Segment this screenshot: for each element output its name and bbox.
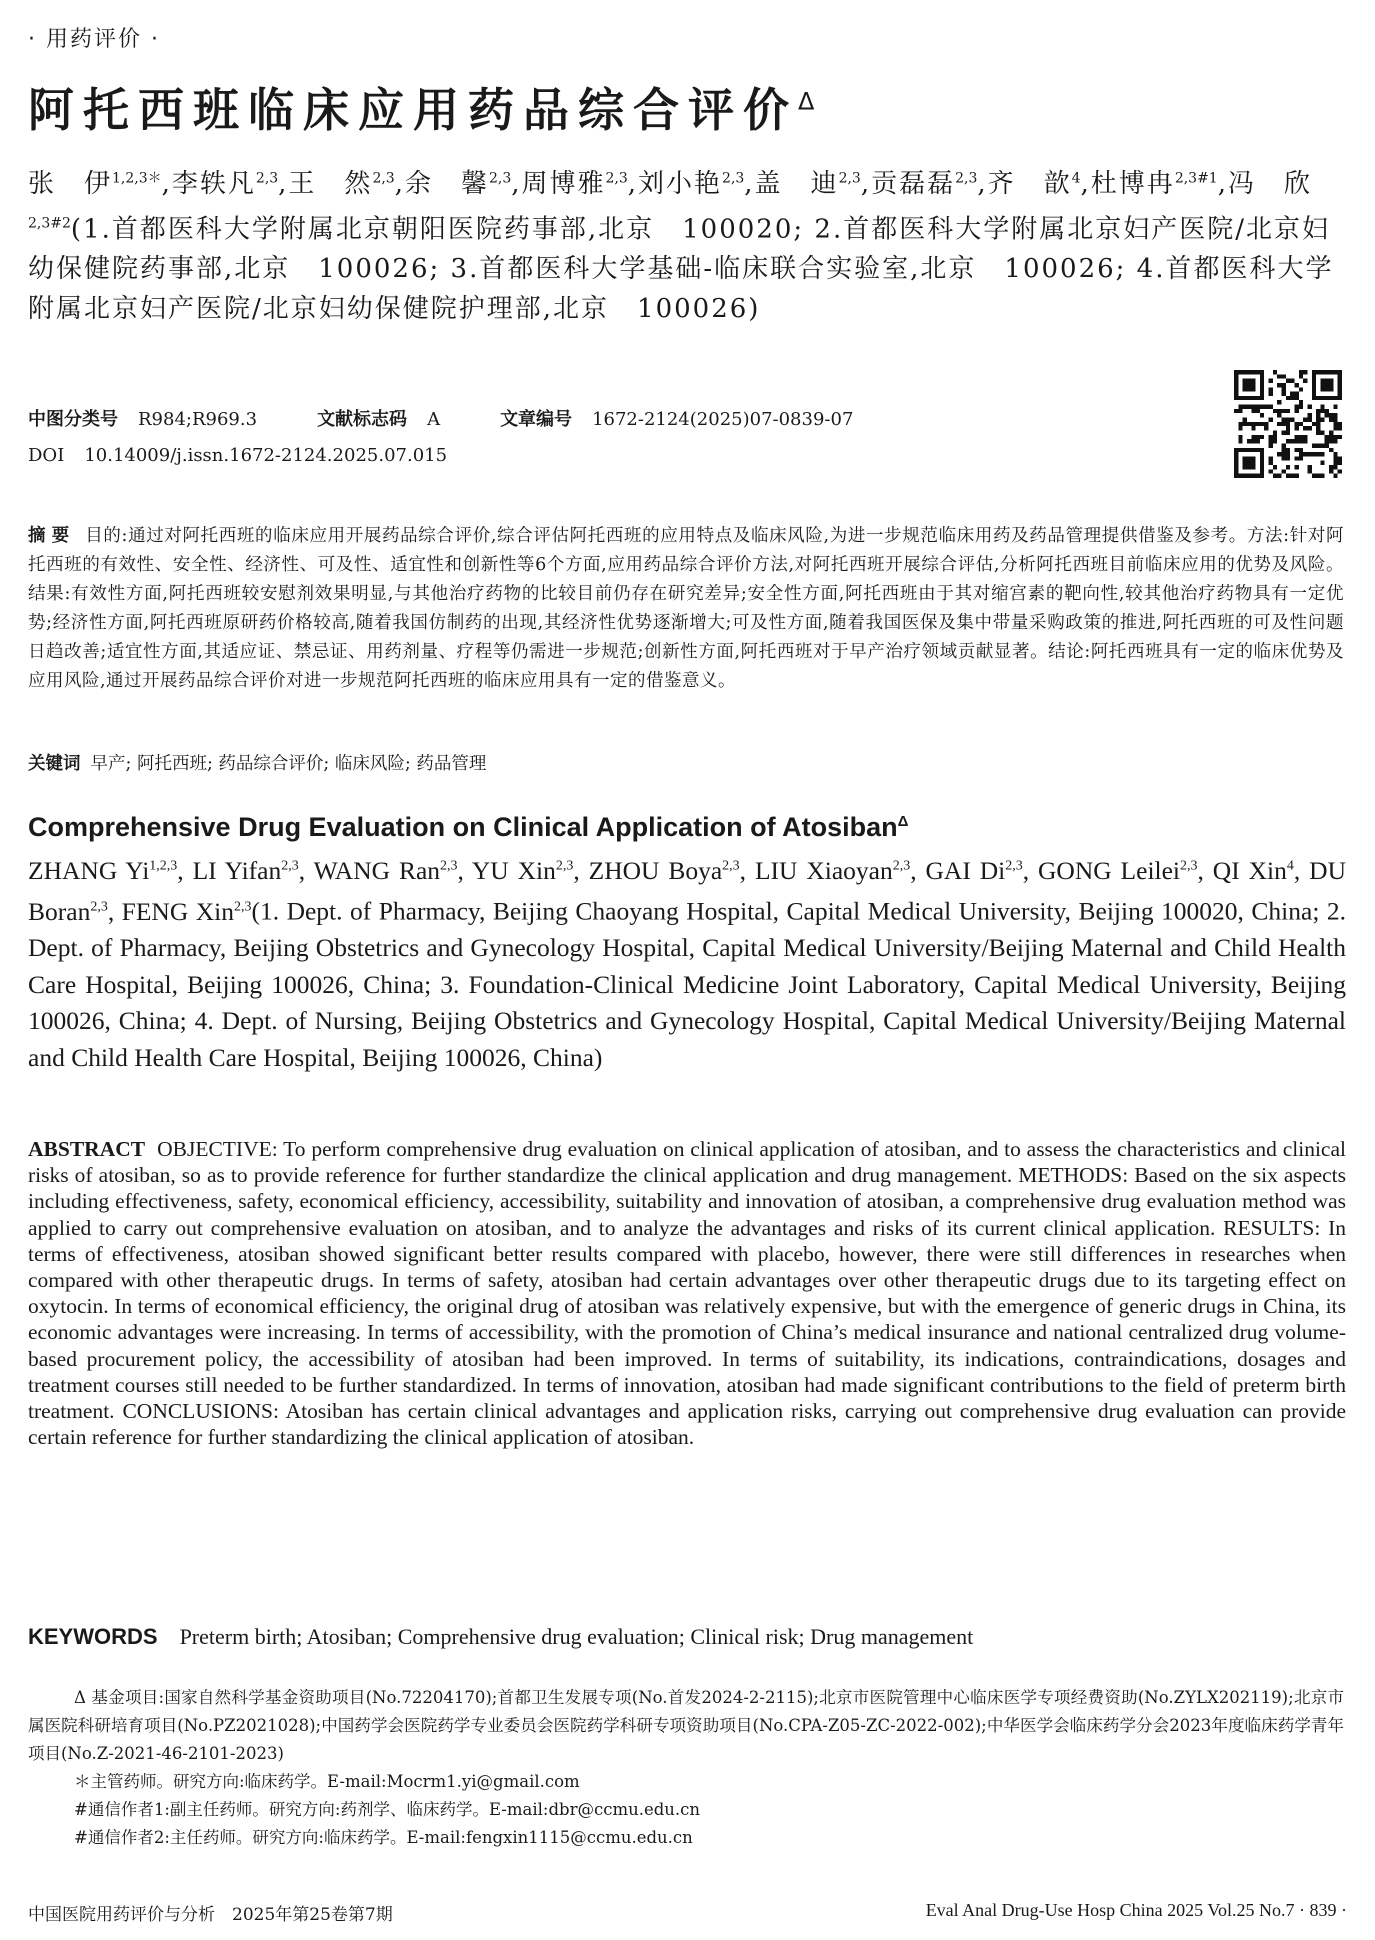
cn-author-name: ,冯 欣 — [1217, 168, 1312, 199]
article-title — [28, 74, 814, 140]
title-en-fund-mark: Δ — [897, 813, 909, 830]
article-no-value: 1672-2124(2025)07-0839-07 — [592, 409, 854, 430]
footnote-first-author: ＊主管药师。研究方向:临床药学。E-mail:Mocrm1.yi@gmail.com — [74, 1772, 580, 1791]
en-author-affiliation-mark: 2,3 — [722, 858, 740, 873]
cn-author-affiliation-mark: 2,3 — [955, 170, 978, 186]
clc-value: R984;R969.3 — [138, 409, 258, 430]
affiliations-en: (1. Dept. of Pharmacy, Beijing Chaoyang Hospital, Capital Medical University, Beijing 100020, China; 2. Dept. of Pharmacy, Beijing Obstetrics and Gynecology Hospital, Capital Medical University/Beijing Maternal and Child Health Care Hospital, Beijing 100026, China; 3. Foundation-Clinical Medicine Joint Laboratory, Capital Medical University, Beijing 100026, China; 4. Dept. of Nursing, Beijing Obstetrics and Gynecology Hospital, Capital Medical University/Beijing Maternal and Child Health Care Hospital, Beijing 100026, China) — [28, 896, 1346, 1072]
cn-author-affiliation-mark: 4 — [1071, 170, 1081, 186]
cn-author-name: ,余 馨 — [394, 168, 489, 199]
title-fund-mark: Δ — [798, 87, 815, 116]
en-author-affiliation-mark: 2,3 — [1180, 858, 1198, 873]
en-author-name: , ZHOU Boya — [573, 855, 723, 885]
keywords-cn-text: 早产; 阿托西班; 药品综合评价; 临床风险; 药品管理 — [90, 754, 487, 774]
en-author-name: , WANG Ran — [298, 855, 441, 885]
en-author-name: , LI Yifan — [177, 855, 282, 885]
article-no-label: 文章编号 — [500, 409, 573, 430]
cn-author-affiliation-mark: 2,3 — [605, 170, 628, 186]
meta-row-codes — [28, 402, 1228, 438]
en-author-affiliation-mark: 2,3 — [1005, 858, 1023, 873]
qr-code[interactable] — [1234, 370, 1342, 478]
en-author-name: , GAI Di — [910, 855, 1006, 885]
cn-author-name: ,李轶凡 — [161, 168, 256, 199]
cn-author-name: ,贡磊磊 — [860, 168, 956, 199]
keywords-cn — [28, 750, 1344, 779]
en-author-name: , DU Boran — [28, 855, 1346, 926]
cn-author-affiliation-mark: 2,3 — [488, 170, 512, 186]
keywords-en-label: KEYWORDS — [28, 1624, 158, 1649]
footnotes — [28, 1684, 1344, 1852]
section-tag: · 用药评价 · — [28, 27, 160, 52]
cn-author-affiliation-mark: 2,3 — [255, 170, 279, 186]
en-author-name: , LIU Xiaoyan — [739, 855, 893, 885]
article-title-en — [28, 812, 908, 843]
en-author-name: , GONG Leilei — [1022, 855, 1181, 885]
cn-author-name: ,王 然 — [278, 168, 373, 199]
abstract-cn — [28, 522, 1344, 696]
keywords-en-text: Preterm birth; Atosiban; Comprehensive drug evaluation; Clinical risk; Drug management — [179, 1624, 974, 1649]
en-author-affiliation-mark: 2,3 — [281, 858, 299, 873]
cn-author-name: 张 伊 — [28, 168, 113, 199]
en-author-affiliation-mark: 4 — [1286, 858, 1294, 873]
cn-author-affiliation-mark: 2,3 — [838, 170, 861, 186]
clc-label: 中图分类号 — [28, 409, 118, 430]
en-author-affiliation-mark: 2,3 — [892, 858, 911, 873]
cn-author-affiliation-mark: 2,3 — [372, 170, 395, 186]
doc-code-label: 文献标志码 — [317, 409, 408, 430]
cn-author-name: ,杜博冉 — [1080, 168, 1175, 199]
abstract-en-text: OBJECTIVE: To perform comprehensive drug evaluation on clinical application of atosiban, and to assess the characteristics and clinical risks of atosiban, so as to provide reference for further standardize the clinical application and drug management. METHODS: Based on the six aspects including effectiveness, safety, economical efficiency, accessibility, suitability and innovation of atosiban, a comprehensive drug evaluation method was applied to carry out comprehensive evaluation on atosiban, and to analyze the advantages and risks of its current clinical application. RESULTS: In terms of effectiveness, atosiban showed significant better results compared with placebo, however, there were still differences in researches when compared with other therapeutic drugs. In terms of safety, atosiban had certain advantages over other therapeutic drugs due to its targeting effect on oxytocin. In terms of economical efficiency, the original drug of atosiban was relatively expensive, but with the emergence of generic drugs in China, its economic advantages were increasing. In terms of accessibility, with the promotion of China’s medical insurance and national centralized drug volume-based procurement policy, the accessibility of atosiban had been improved. In terms of suitability, its indications, contraindications, dosages and treatment courses still needed to be further standardized. In terms of innovation, atosiban had made significant contributions to the field of preterm birth treatment. CONCLUSIONS: Atosiban has certain clinical advantages and application risks, carrying out comprehensive drug evaluation can provide certain reference for further standardizing the clinical application of atosiban. — [28, 1137, 1346, 1450]
en-author-affiliation-mark: 2,3 — [440, 858, 458, 873]
en-author-affiliation-mark: 2,3 — [555, 858, 574, 873]
title-en-text: Comprehensive Drug Evaluation on Clinical Application of Atosiban — [28, 812, 898, 842]
footnote-funding: Δ 基金项目:国家自然科学基金资助项目(No.72204170);首都卫生发展专项(No.首发2024-2-2115);北京市医院管理中心临床医学专项经费资助(No.ZYLX202119);北京市属医院科研培育项目(No.PZ2021028);中国药学会医院药学专业委员会医院药学科研专项资助项目(No.CPA-Z05-ZC-2022-002);中华医学会临床药学分会2023年度临床药学青年项目(No.Z-2021-46-2101-2023) — [28, 1688, 1344, 1763]
cn-author-name: ,齐 歆 — [977, 168, 1072, 199]
footnote-corresponding-1: #通信作者1:副主任药师。研究方向:药剂学、临床药学。E-mail:dbr@ccmu.edu.cn — [74, 1800, 701, 1819]
abstract-cn-label: 摘要 — [28, 526, 76, 546]
keywords-en — [28, 1622, 1346, 1652]
en-author-name: , QI Xin — [1197, 855, 1287, 885]
abstract-en — [28, 1136, 1346, 1450]
en-author-affiliation-mark: 1,2,3 — [149, 858, 178, 873]
cn-author-affiliation-mark: 2,3#2 — [28, 215, 71, 232]
footer-journal-cn: 中国医院用药评价与分析 2025年第25卷第7期 — [28, 1905, 393, 1925]
en-author-affiliation-mark: 2,3 — [90, 899, 108, 914]
footnote-corresponding-2: #通信作者2:主任药师。研究方向:临床药学。E-mail:fengxin1115@ccmu.edu.cn — [74, 1828, 693, 1847]
author-block-en — [28, 848, 1346, 1076]
author-block-cn — [28, 158, 1348, 329]
cn-author-name: ,刘小艳 — [627, 168, 723, 199]
affiliations-cn: (1.首都医科大学附属北京朝阳医院药事部,北京 100020; 2.首都医科大学附属北京妇产医院/北京妇幼保健院药事部,北京 100026; 3.首都医科大学基础-临床联合实验室,北京 100026; 4.首都医科大学附属北京妇产医院/北京妇幼保健院护理部,北京 100026) — [28, 214, 1334, 325]
doi-label: DOI — [28, 445, 65, 466]
en-author-name: , FENG Xin — [107, 896, 234, 926]
en-author-affiliation-mark: 2,3 — [233, 899, 252, 914]
meta-row-doi — [28, 438, 1228, 474]
article-meta — [28, 402, 1228, 474]
en-author-name: , YU Xin — [457, 855, 556, 885]
cn-author-name: ,盖 迪 — [744, 168, 839, 199]
abstract-cn-text: 目的:通过对阿托西班的临床应用开展药品综合评价,综合评估阿托西班的应用特点及临床风险,为进一步规范临床用药及药品管理提供借鉴及参考。方法:针对阿托西班的有效性、安全性、经济性、可及性、适宜性和创新性等6个方面,应用药品综合评价方法,对阿托西班开展综合评估,分析阿托西班目前临床应用的优势及风险。结果:有效性方面,阿托西班较安慰剂效果明显,与其他治疗药物的比较目前仍存在研究差异;安全性方面,阿托西班由于其对缩宫素的靶向性,较其他治疗药物具有一定优势;经济性方面,阿托西班原研药价格较高,随着我国仿制药的出现,其经济性优势逐渐增大;可及性方面,随着我国医保及集中带量采购政策的推进,阿托西班的可及性问题日趋改善;适宜性方面,其适应证、禁忌证、用药剂量、疗程等仍需进一步规范;创新性方面,阿托西班对于早产治疗领域贡献显著。结论:阿托西班具有一定的临床优势及应用风险,通过开展药品综合评价对进一步规范阿托西班的临床应用具有一定的借鉴意义。 — [28, 526, 1344, 691]
doc-code-value: A — [427, 409, 441, 430]
cn-author-name: ,周博雅 — [511, 168, 606, 199]
title-text: 阿托西班临床应用药品综合评价 — [28, 83, 798, 137]
doi-value: 10.14009/j.issn.1672-2124.2025.07.015 — [84, 445, 448, 466]
footer-journal-en: Eval Anal Drug-Use Hosp China 2025 Vol.25 No.7 · 839 · — [925, 1900, 1347, 1920]
keywords-cn-label: 关键词 — [28, 754, 81, 774]
abstract-en-label: ABSTRACT — [28, 1137, 146, 1161]
cn-author-affiliation-mark: 2,3 — [722, 170, 745, 186]
cn-author-affiliation-mark: 1,2,3＊ — [112, 170, 162, 186]
cn-author-affiliation-mark: 2,3#1 — [1174, 170, 1218, 186]
en-author-name: ZHANG Yi — [28, 855, 150, 885]
